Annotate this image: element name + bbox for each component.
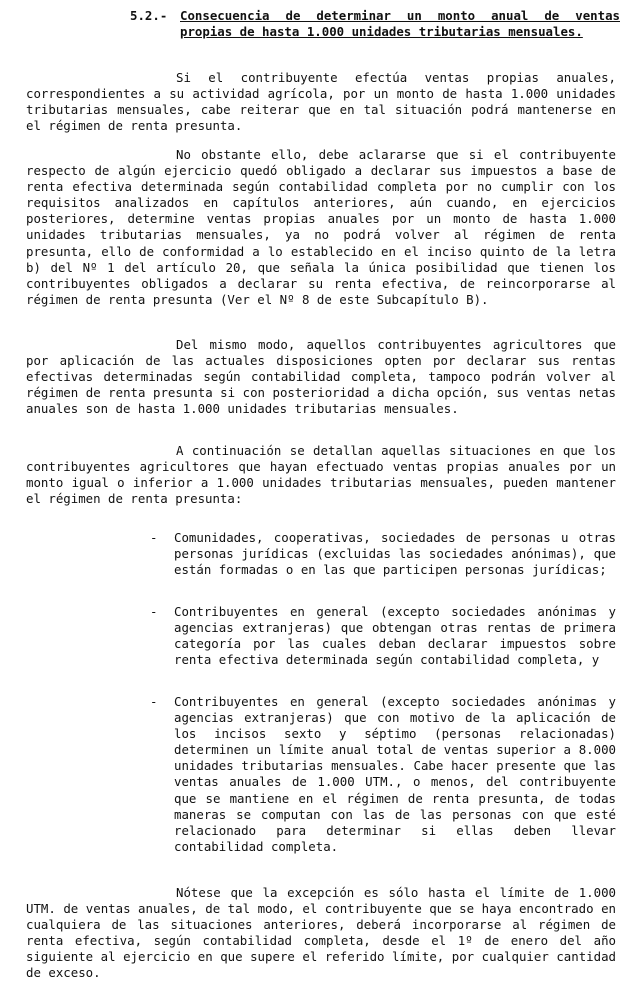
paragraph-4: A continuación se detallan aquellas situaciones en que los contribuyentes agricultores que hayan efectuado ventas propias anuales por un monto igual o inferior a 1.000 unidades tributarias mensuales, pueden mantener el régimen de renta presunta: [26,443,616,507]
paragraph-2: No obstante ello, debe aclararse que si el contribuyente respecto de algún ejercicio quedó obligado a declarar sus impuestos a base de renta efectiva determinada según contabilidad completa por no cumplir con los requisitos analizados en capítulos anteriores, aún cuando, en ejercicios posteriores, determine ventas propias anuales por un monto de hasta 1.000 unidades tributarias mensuales, ya no podrá volver al régimen de renta presunta, ello de conformidad a lo establecido en el inciso quinto de la letra b) del Nº 1 del artículo 20, que señala la única posibilidad que tienen los contribuyentes obligados a declarar su renta efectiva, de reincorporarse al régimen de renta presunta (Ver el Nº 8 de este Subcapítulo B). [26,147,616,307]
paragraph-1: Si el contribuyente efectúa ventas propias anuales, correspondientes a su actividad agrícola, por un monto de hasta 1.000 unidades tributarias mensuales, cabe reiterar que en tal situación podrá mantenerse en el régimen de renta presunta. [26,70,616,134]
list-item [150,530,616,578]
paragraph-3: Del mismo modo, aquellos contribuyentes agricultores que por aplicación de las actuales disposiciones opten por declarar sus rentas efectivas determinadas según contabilidad completa, tampoco podrán volver al régimen de renta presunta si con posterioridad a dicha opción, sus ventas netas anuales son de hasta 1.000 unidades tributarias mensuales. [26,337,616,417]
list-item [150,694,616,855]
bullet-marker: - [150,694,158,709]
list-item [150,604,616,668]
section-title: Consecuencia de determinar un monto anual de ventas propias de hasta 1.000 unidades tributarias mensuales. [180,8,620,39]
bullet-marker: - [150,604,158,619]
list-item-text: Comunidades, cooperativas, sociedades de personas u otras personas jurídicas (excluidas las sociedades anónimas), que están formadas o en las que participen personas jurídicas; [174,530,616,578]
list-item-text: Contribuyentes en general (excepto sociedades anónimas y agencias extranjeras) que con motivo de la aplicación de los incisos sexto y séptimo (personas relacionadas) determinen un límite anual total de ventas superior a 8.000 unidades tributarias mensuales. Cabe hacer presente que las ventas anuales de 1.000 UTM., o menos, del contribuyente que se mantiene en el régimen de renta presunta, de todas maneras se computan con las de las personas con que esté relacionado para determinar si ellas deben llevar contabilidad completa. [174,694,616,854]
bullet-marker: - [150,530,158,545]
section-number: 5.2.- [130,8,168,23]
section-heading [130,8,620,40]
list-item-text: Contribuyentes en general (excepto sociedades anónimas y agencias extranjeras) que obtengan otras rentas de primera categoría por las cuales deban declarar impuestos sobre renta efectiva determinada según contabilidad completa, y [174,604,616,668]
closing-paragraph: Nótese que la excepción es sólo hasta el límite de 1.000 UTM. de ventas anuales, de tal modo, el contribuyente que se haya encontrado en cualquiera de las situaciones anteriores, deberá incorporarse al régimen de renta efectiva, según contabilidad completa, desde el 1º de enero del año siguiente al ejercicio en que supere el referido límite, por cualquier cantidad de exceso. [26,885,616,981]
